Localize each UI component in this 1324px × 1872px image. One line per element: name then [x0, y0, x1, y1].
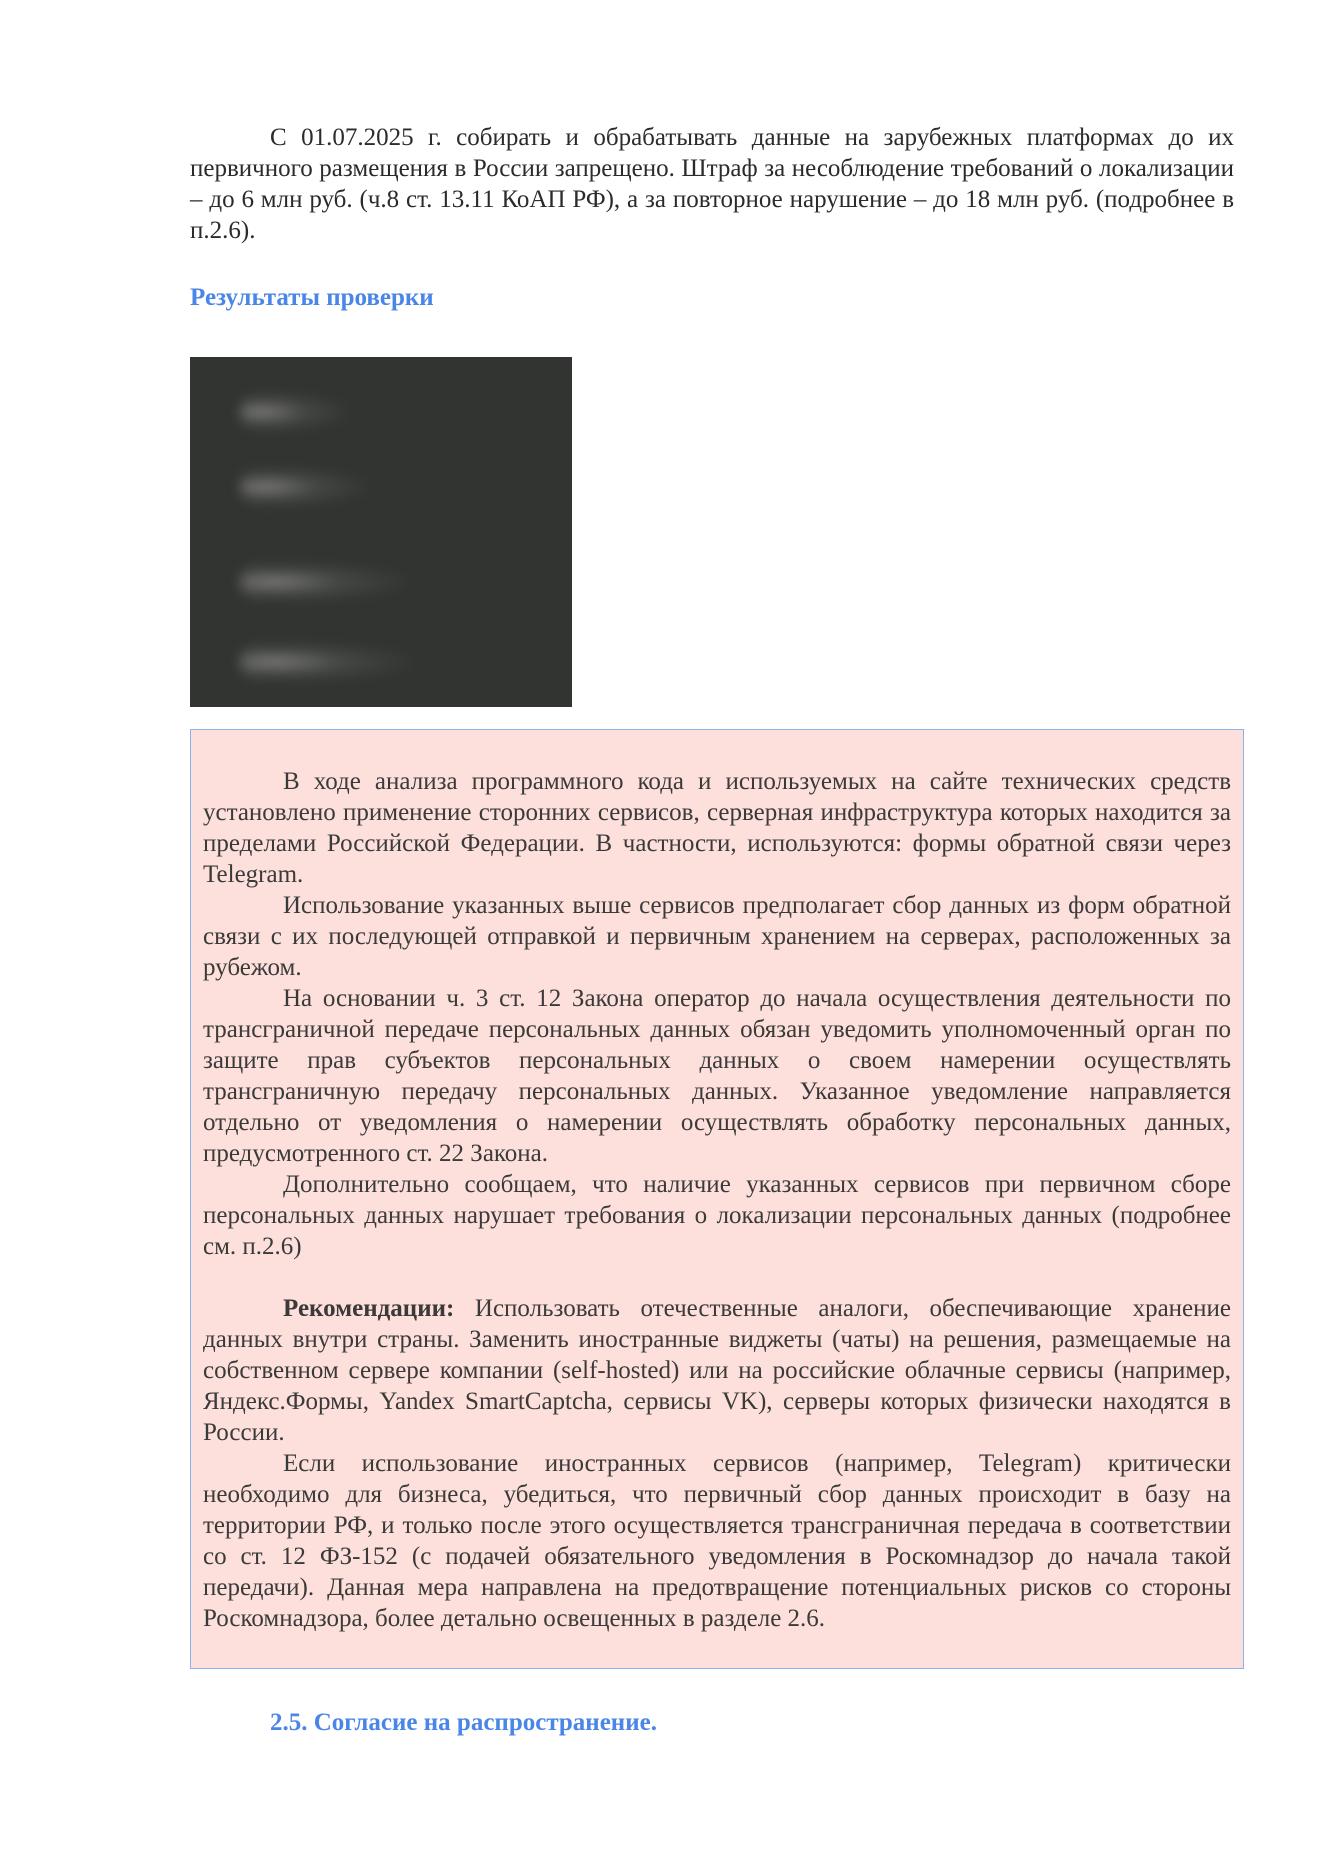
finding-paragraph: Использование указанных выше сервисов предполагает сбор данных из форм обратной связи с их последующей отправкой и первичным хранением на серверах, расположенных за рубежом.	[203, 892, 1231, 981]
blurred-menu-item	[240, 642, 415, 682]
finding-paragraph: На основании ч. 3 ст. 12 Закона оператор до начала осуществления деятельности по трансграничной передаче персональных данных обязан уведомить уполномоченный орган по защите прав субъектов персональных данных о своем намерении осуществлять трансграничную передачу персональных данных. Указанное уведомление направляется отдельно от уведомления о намерении осуществлять обработку персональных данных, предусмотренного ст. 22 Закона.	[203, 985, 1231, 1167]
recommendation-paragraph: Если использование иностранных сервисов (например, Telegram) критически необходимо для бизнеса, убедиться, что первичный сбор данных происходит в базу на территории РФ, и только после этого осуществляется трансграничная передача в соответствии со ст. 12 ФЗ-152 (с подачей обязательного уведомления в Роскомнадзор до начала такой передачи). Данная мера направлена на предотвращение потенциальных рисков со стороны Роскомнадзора, более детально освещенных в разделе 2.6.	[203, 1450, 1231, 1632]
finding-paragraph: В ходе анализа программного кода и используемых на сайте технических средств установлено применение сторонних сервисов, серверная инфраструктура которых находится за пределами Российской Федерации. В частности, используются: формы обратной связи через Telegram.	[203, 768, 1231, 888]
recommendation-label: Рекомендации:	[283, 1295, 455, 1322]
subsection-heading: 2.5. Согласие на распространение.	[270, 1709, 657, 1736]
findings-callout	[190, 729, 1244, 1669]
recommendation-text: Использовать отечественные аналоги, обеспечивающие хранение данных внутри страны. Заменить иностранные виджеты (чаты) на решения, размещаемые на собственном сервере компании (self-hosted) или на российские облачные сервисы (например, Яндекс.Формы, Yandex SmartCaptcha, сервисы VK), серверы которых физически находятся в России.	[203, 1295, 1231, 1446]
intro-paragraph: С 01.07.2025 г. собирать и обрабатывать данные на зарубежных платформах до их первичного размещения в России запрещено. Штраф за несоблюдение требований о локализации – до 6 млн руб. (ч.8 ст. 13.11 КоАП РФ), а за повторное нарушение – до 18 млн руб. (подробнее в п.2.6).	[190, 124, 1234, 244]
document-page	[190, 122, 1234, 1738]
results-heading: Результаты проверки	[190, 284, 434, 311]
recommendation-paragraph	[203, 1293, 1231, 1448]
blurred-menu-item	[240, 467, 370, 507]
blurred-menu-item	[240, 392, 350, 432]
finding-paragraph: Дополнительно сообщаем, что наличие указанных сервисов при первичном сборе персональных данных нарушает требования о локализации персональных данных (подробнее см. п.2.6)	[203, 1171, 1231, 1260]
paragraph-gap	[203, 1262, 1231, 1293]
blurred-menu-item	[240, 562, 410, 602]
blurred-screenshot-image	[190, 357, 572, 707]
